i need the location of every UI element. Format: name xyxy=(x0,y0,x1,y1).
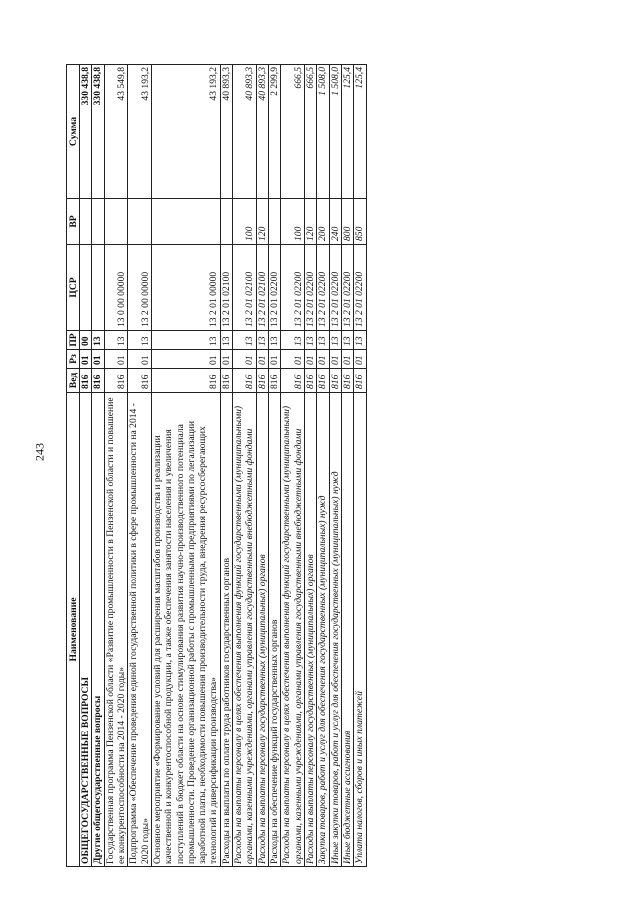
row-ved-cell: 816 xyxy=(128,369,152,393)
row-rz-cell: 01 xyxy=(92,350,104,369)
row-name-cell: Государственная программа Пензенской области «Развитие промышленности в Пензенской области и повышение ее конкурентоспособности на 2014 - 2020 годы» xyxy=(104,393,128,867)
row-name-cell: Расходы на выплаты персоналу государственных (муниципальных) органов xyxy=(304,393,316,867)
budget-table xyxy=(66,64,367,867)
table-row xyxy=(256,65,268,867)
rotated-page-content xyxy=(66,65,616,867)
table-row xyxy=(281,65,305,867)
row-pr-cell: 13 xyxy=(256,331,268,350)
row-sum-cell: 43 549,8 xyxy=(104,65,128,199)
row-ved-cell: 816 xyxy=(92,369,104,393)
row-name-cell: Другие общегосударственные вопросы xyxy=(92,393,104,867)
row-pr-cell: 13 xyxy=(151,331,220,350)
table-row xyxy=(317,65,329,867)
row-ved-cell: 816 xyxy=(317,369,329,393)
row-rz-cell: 01 xyxy=(80,350,92,369)
row-sum-cell: 1 508,0 xyxy=(317,65,329,199)
row-csr-cell xyxy=(92,245,104,331)
row-name-cell: Расходы на выплаты персоналу в целях обеспечения выполнения функций государственными (муниципальными) органами, казенными учреждениями, органами управления государственными внебюджетными фондами xyxy=(233,393,257,867)
row-csr-cell: 13 0 00 00000 xyxy=(104,245,128,331)
row-csr-cell: 13 2 01 02200 xyxy=(304,245,316,331)
row-vr-cell xyxy=(80,199,92,245)
row-pr-cell: 13 xyxy=(104,331,128,350)
table-row xyxy=(304,65,316,867)
row-rz-cell: 01 xyxy=(104,350,128,369)
row-rz-cell: 01 xyxy=(269,350,281,369)
row-name-cell: Иные закупки товаров, работ и услуг для обеспечения государственных (муниципальных) нужд xyxy=(329,393,341,867)
row-vr-cell: 120 xyxy=(256,199,268,245)
table-row xyxy=(220,65,232,867)
row-ved-cell: 816 xyxy=(304,369,316,393)
row-csr-cell: 13 2 01 02200 xyxy=(329,245,341,331)
row-sum-cell: 2 299,9 xyxy=(269,65,281,199)
row-rz-cell: 01 xyxy=(256,350,268,369)
row-name-cell: Расходы на выплаты по оплате труда работников государственных органов xyxy=(220,393,232,867)
row-sum-cell: 40 893,3 xyxy=(233,65,257,199)
table-row xyxy=(128,65,152,867)
row-rz-cell: 01 xyxy=(317,350,329,369)
table-row xyxy=(329,65,341,867)
row-pr-cell: 13 xyxy=(220,331,232,350)
row-pr-cell: 13 xyxy=(281,331,305,350)
row-ved-cell: 816 xyxy=(233,369,257,393)
row-ved-cell: 816 xyxy=(220,369,232,393)
page-number: 243 xyxy=(32,443,47,461)
row-name-cell: Закупка товаров, работ и услуг для обеспечения государственных (муниципальных) нужд xyxy=(317,393,329,867)
row-pr-cell: 13 xyxy=(304,331,316,350)
column-header-ved: Вед xyxy=(67,369,80,393)
row-ved-cell: 816 xyxy=(269,369,281,393)
column-header-pr: ПР xyxy=(67,331,80,350)
row-ved-cell: 816 xyxy=(341,369,353,393)
row-ved-cell: 816 xyxy=(354,369,366,393)
row-vr-cell: 100 xyxy=(281,199,305,245)
row-sum-cell: 1 508,0 xyxy=(329,65,341,199)
row-csr-cell: 13 2 01 00000 xyxy=(151,245,220,331)
row-csr-cell: 13 2 01 02200 xyxy=(269,245,281,331)
row-name-cell: Расходы на выплаты персоналу в целях обеспечения выполнения функций государственными (муниципальными) органами, казенными учреждениями, органами управления государственными внебюджетными фондами xyxy=(281,393,305,867)
row-pr-cell: 13 xyxy=(354,331,366,350)
row-rz-cell: 01 xyxy=(233,350,257,369)
row-ved-cell: 816 xyxy=(256,369,268,393)
row-rz-cell: 01 xyxy=(220,350,232,369)
row-vr-cell xyxy=(151,199,220,245)
row-pr-cell: 13 xyxy=(128,331,152,350)
table-row xyxy=(80,65,92,867)
row-sum-cell: 330 438,8 xyxy=(92,65,104,199)
row-pr-cell: 13 xyxy=(233,331,257,350)
table-body xyxy=(80,65,367,867)
row-ved-cell: 816 xyxy=(329,369,341,393)
row-vr-cell: 800 xyxy=(341,199,353,245)
row-ved-cell: 816 xyxy=(104,369,128,393)
row-ved-cell: 816 xyxy=(80,369,92,393)
row-vr-cell: 200 xyxy=(317,199,329,245)
row-ved-cell: 816 xyxy=(281,369,305,393)
row-rz-cell: 01 xyxy=(281,350,305,369)
column-header-rz: Рз xyxy=(67,350,80,369)
row-sum-cell: 330 438,8 xyxy=(80,65,92,199)
column-header-name: Наименование xyxy=(67,393,80,867)
table-row xyxy=(92,65,104,867)
row-csr-cell: 13 2 01 02200 xyxy=(317,245,329,331)
row-csr-cell xyxy=(80,245,92,331)
row-ved-cell: 816 xyxy=(151,369,220,393)
row-sum-cell: 125,4 xyxy=(354,65,366,199)
row-vr-cell xyxy=(92,199,104,245)
row-vr-cell: 850 xyxy=(354,199,366,245)
row-csr-cell: 13 2 01 02100 xyxy=(256,245,268,331)
row-sum-cell: 125,4 xyxy=(341,65,353,199)
row-name-cell: Расходы на обеспечение функций государственных органов xyxy=(269,393,281,867)
row-pr-cell: 13 xyxy=(92,331,104,350)
table-header-row xyxy=(67,65,80,867)
row-vr-cell xyxy=(220,199,232,245)
row-rz-cell: 01 xyxy=(341,350,353,369)
row-vr-cell: 100 xyxy=(233,199,257,245)
row-rz-cell: 01 xyxy=(128,350,152,369)
row-vr-cell xyxy=(104,199,128,245)
row-rz-cell: 01 xyxy=(304,350,316,369)
table-row xyxy=(354,65,366,867)
row-name-cell: Расходы на выплаты персоналу государственных (муниципальных) органов xyxy=(256,393,268,867)
row-sum-cell: 666,5 xyxy=(304,65,316,199)
table-row xyxy=(269,65,281,867)
row-sum-cell: 43 193,2 xyxy=(128,65,152,199)
row-sum-cell: 40 893,3 xyxy=(256,65,268,199)
row-pr-cell: 13 xyxy=(341,331,353,350)
row-pr-cell: 00 xyxy=(80,331,92,350)
row-csr-cell: 13 2 00 00000 xyxy=(128,245,152,331)
row-vr-cell xyxy=(128,199,152,245)
row-csr-cell: 13 2 01 02200 xyxy=(341,245,353,331)
table-row xyxy=(341,65,353,867)
row-name-cell: ОБЩЕГОСУДАРСТВЕННЫЕ ВОПРОСЫ xyxy=(80,393,92,867)
row-pr-cell: 13 xyxy=(317,331,329,350)
table-row xyxy=(233,65,257,867)
row-csr-cell: 13 2 01 02200 xyxy=(281,245,305,331)
table-row xyxy=(104,65,128,867)
table-row xyxy=(151,65,220,867)
row-csr-cell: 13 2 01 02200 xyxy=(354,245,366,331)
row-name-cell: Основное мероприятие «Формирование условий для расширения масштабов производства и реализации качественной и конкурентоспособной продукции, а также обеспечения занятости населения и увеличения поступлений в бюджет области на основе стимулирования развития научно-производственного потенциала промышленности. Проведение организационной работы с промышленными предприятиями по легализации заработной платы, необходимости повышения производительности труда, внедрения ресурсосберегающих технологий и диверсификации производства» xyxy=(151,393,220,867)
row-rz-cell: 01 xyxy=(354,350,366,369)
row-vr-cell: 240 xyxy=(329,199,341,245)
row-sum-cell: 666,5 xyxy=(281,65,305,199)
row-name-cell: Иные бюджетные ассигнования xyxy=(341,393,353,867)
row-pr-cell: 13 xyxy=(329,331,341,350)
column-header-csr: ЦСР xyxy=(67,245,80,331)
row-pr-cell: 13 xyxy=(269,331,281,350)
row-name-cell: Уплата налогов, сборов и иных платежей xyxy=(354,393,366,867)
row-vr-cell: 120 xyxy=(304,199,316,245)
row-csr-cell: 13 2 01 02100 xyxy=(233,245,257,331)
column-header-sum: Сумма xyxy=(67,65,80,199)
row-sum-cell: 43 193,2 xyxy=(151,65,220,199)
row-csr-cell: 13 2 01 02100 xyxy=(220,245,232,331)
row-sum-cell: 40 893,3 xyxy=(220,65,232,199)
row-rz-cell: 01 xyxy=(329,350,341,369)
row-name-cell: Подпрограмма «Обеспечение проведения единой государственной политики в сфере промышленности на 2014 - 2020 годы» xyxy=(128,393,152,867)
row-vr-cell xyxy=(269,199,281,245)
column-header-vr: ВР xyxy=(67,199,80,245)
row-rz-cell: 01 xyxy=(151,350,220,369)
